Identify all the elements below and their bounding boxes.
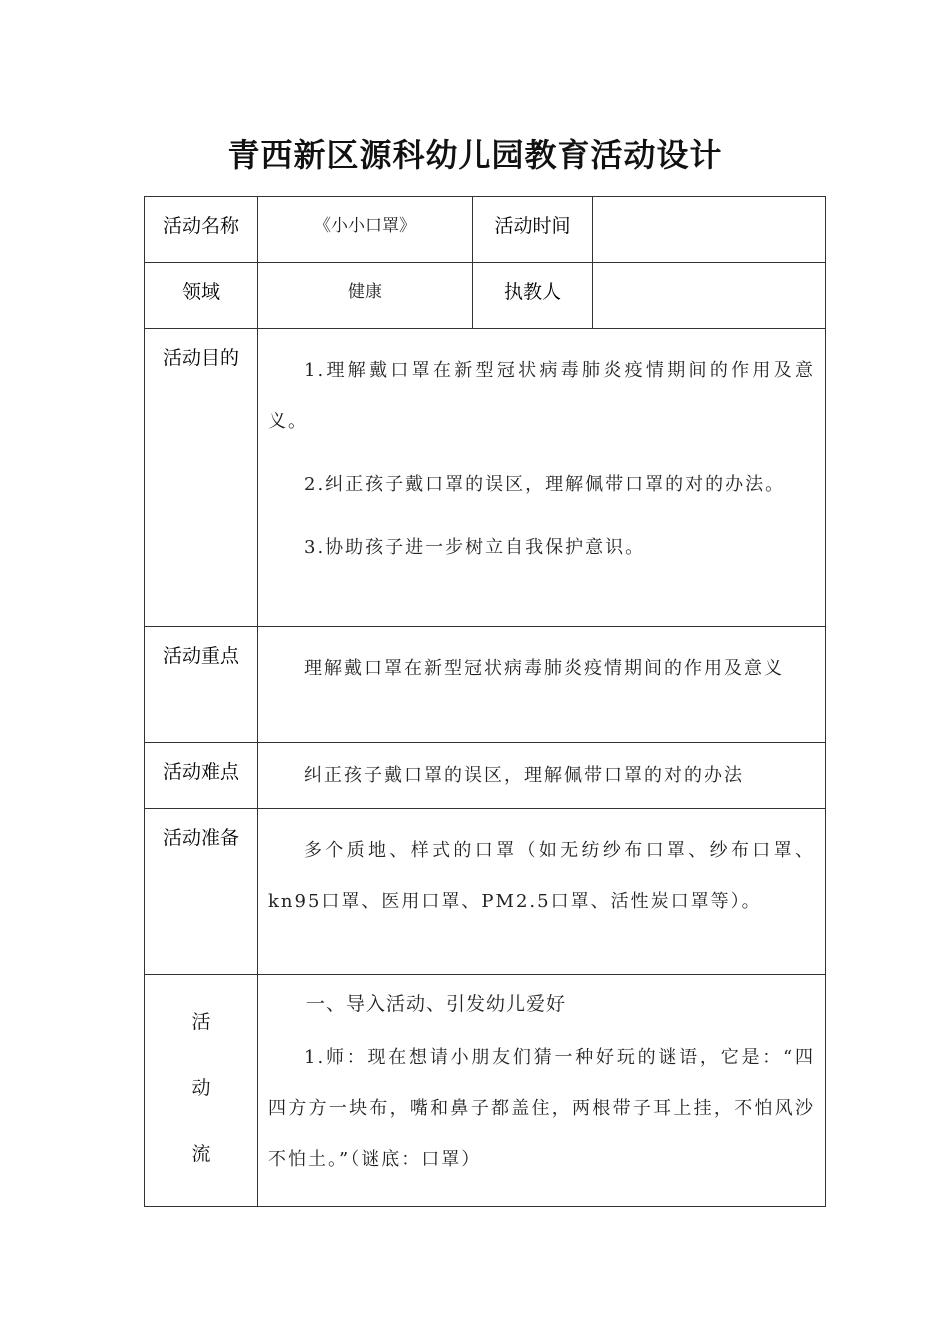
key-point-content: [258, 627, 826, 743]
row-domain: [145, 263, 826, 329]
key-point-text: 理解戴口罩在新型冠状病毒肺炎疫情期间的作用及意义: [304, 658, 784, 679]
process-paragraph: 1.师：现在想请小朋友们猜一种好玩的谜语，它是：“四四方方一块布，嘴和鼻子都盖住，两根带子耳上挂，不怕风沙不怕土。”（谜底：口罩）: [268, 1047, 815, 1170]
process-label-char: 流: [191, 1143, 211, 1165]
goal-item: 1.理解戴口罩在新型冠状病毒肺炎疫情期间的作用及意义。: [268, 360, 815, 432]
label-activity-name: 活动名称: [145, 197, 258, 263]
goal-item: 3.协助孩子进一步树立自我保护意识。: [304, 537, 646, 558]
activity-time-value: [593, 197, 826, 263]
domain-value: 健康: [258, 263, 473, 329]
teacher-value: [593, 263, 826, 329]
row-process: [145, 975, 826, 1207]
label-activity-time: 活动时间: [473, 197, 593, 263]
activity-design-table: [144, 196, 826, 1207]
goal-item: 2.纠正孩子戴口罩的误区，理解佩带口罩的对的办法。: [304, 474, 786, 495]
row-preparation: [145, 809, 826, 975]
process-label-char: 动: [191, 1077, 211, 1099]
preparation-text: 多个质地、样式的口罩（如无纺纱布口罩、纱布口罩、kn95口罩、医用口罩、PM2.5口罩、活性炭口罩等）。: [268, 840, 815, 912]
process-content: [258, 975, 826, 1207]
label-difficulty: 活动难点: [145, 743, 258, 809]
preparation-content: [258, 809, 826, 975]
process-label-char: 活: [191, 1011, 211, 1033]
row-activity-name: [145, 197, 826, 263]
process-heading: 一、导入活动、引发幼儿爱好: [306, 993, 567, 1015]
row-goals: [145, 329, 826, 627]
goals-content: [258, 329, 826, 627]
label-process: [145, 975, 258, 1207]
label-domain: 领域: [145, 263, 258, 329]
label-teacher: 执教人: [473, 263, 593, 329]
activity-name-value: 《小小口罩》: [258, 197, 473, 263]
label-preparation: 活动准备: [145, 809, 258, 975]
row-key-point: [145, 627, 826, 743]
row-difficulty: [145, 743, 826, 809]
label-goals: 活动目的: [145, 329, 258, 627]
difficulty-content: [258, 743, 826, 809]
difficulty-text: 纠正孩子戴口罩的误区，理解佩带口罩的对的办法: [304, 765, 744, 786]
label-key-point: 活动重点: [145, 627, 258, 743]
document-title: 青西新区源科幼儿园教育活动设计: [227, 136, 723, 174]
